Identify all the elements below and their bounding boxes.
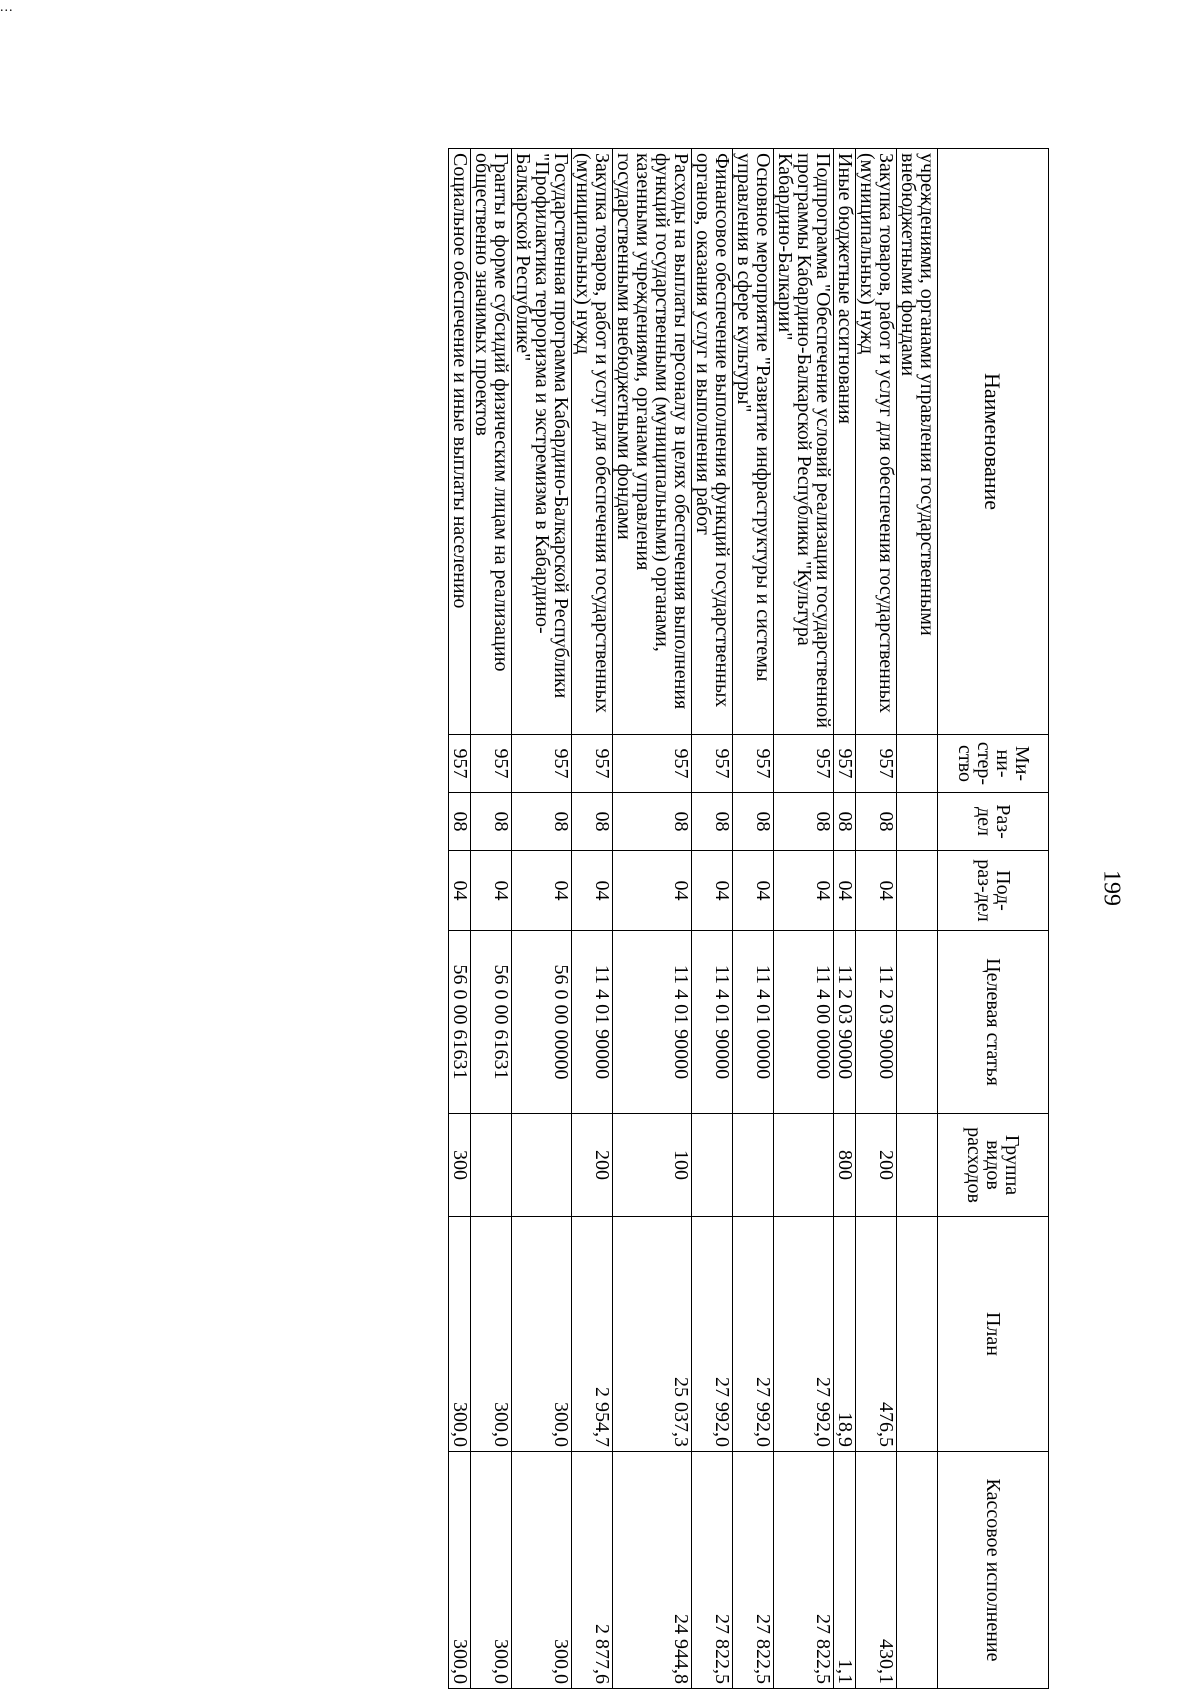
cell-section: 08 [834, 793, 856, 851]
cell-subsection: 04 [733, 851, 774, 931]
cell-plan: 25 037,3 [613, 1217, 692, 1452]
table-body [449, 149, 938, 1689]
table-row [856, 149, 897, 1689]
cell-subsection [897, 851, 938, 931]
cell-name: Закупка товаров, работ и услуг для обеспечения государственных (муниципальных) нужд [572, 149, 613, 735]
cell-section: 08 [449, 793, 471, 851]
cell-ministry: 957 [692, 735, 733, 793]
cell-subsection: 04 [692, 851, 733, 931]
cell-section: 08 [572, 793, 613, 851]
cell-name: Подпрограмма "Обеспечение условий реализации государственной программы Кабардино-Балкарской Республики "Культура Кабардино-Балкарии" [774, 149, 834, 735]
cell-target-article: 11 2 03 90000 [834, 931, 856, 1114]
cell-ministry: 957 [449, 735, 471, 793]
cell-expense-group: 800 [834, 1114, 856, 1217]
cell-plan: 300,0 [512, 1217, 572, 1452]
cell-section: 08 [613, 793, 692, 851]
cell-ministry [897, 735, 938, 793]
cell-name: Иные бюджетные ассигнования [834, 149, 856, 735]
header-expense-group: Группа видов расходов [938, 1114, 1049, 1217]
cell-subsection: 04 [774, 851, 834, 931]
cell-expense-group [692, 1114, 733, 1217]
header-ministry: Ми-ни-стер-ство [938, 735, 1049, 793]
cell-cash-execution: 27 822,5 [692, 1452, 733, 1689]
cell-expense-group: 300 [449, 1114, 471, 1217]
cell-target-article: 56 0 00 00000 [512, 931, 572, 1114]
cell-plan: 27 992,0 [733, 1217, 774, 1452]
cell-cash-execution: 300,0 [512, 1452, 572, 1689]
cell-section: 08 [692, 793, 733, 851]
cell-name: учреждениями, органами управления государственными внебюджетными фондами [897, 149, 938, 735]
cell-section: 08 [512, 793, 572, 851]
cell-section: 08 [856, 793, 897, 851]
cell-section: 08 [774, 793, 834, 851]
scan-corner-mark: ... [0, 0, 14, 15]
cell-target-article: 11 4 01 90000 [572, 931, 613, 1114]
cell-target-article: 11 2 03 90000 [856, 931, 897, 1114]
budget-table [448, 148, 1049, 1689]
cell-target-article: 11 4 01 00000 [733, 931, 774, 1114]
cell-plan: 2 954,7 [572, 1217, 613, 1452]
cell-subsection: 04 [512, 851, 572, 931]
table-row [834, 149, 856, 1689]
cell-cash-execution: 2 877,6 [572, 1452, 613, 1689]
table-row [897, 149, 938, 1689]
cell-name: Расходы на выплаты персоналу в целях обеспечения выполнения функций государственными (муниципальными) органами, казенными учреждениями, органами управления государственными внебюджетными фондами [613, 149, 692, 735]
cell-ministry: 957 [834, 735, 856, 793]
cell-section [897, 793, 938, 851]
cell-cash-execution: 1,1 [834, 1452, 856, 1689]
cell-target-article: 56 0 00 61631 [449, 931, 471, 1114]
header-cash-execution: Кассовое исполнение [938, 1452, 1049, 1689]
cell-expense-group [733, 1114, 774, 1217]
table-row [613, 149, 692, 1689]
cell-plan [897, 1217, 938, 1452]
header-subsection: Под-раз-дел [938, 851, 1049, 931]
cell-expense-group [897, 1114, 938, 1217]
cell-ministry: 957 [733, 735, 774, 793]
cell-cash-execution: 300,0 [449, 1452, 471, 1689]
cell-target-article: 56 0 00 61631 [471, 931, 512, 1114]
cell-subsection: 04 [449, 851, 471, 931]
cell-expense-group: 100 [613, 1114, 692, 1217]
header-plan: План [938, 1217, 1049, 1452]
cell-expense-group: 200 [856, 1114, 897, 1217]
cell-expense-group [471, 1114, 512, 1217]
cell-cash-execution: 300,0 [471, 1452, 512, 1689]
cell-expense-group [774, 1114, 834, 1217]
cell-expense-group: 200 [572, 1114, 613, 1217]
table-row [449, 149, 471, 1689]
table-row [733, 149, 774, 1689]
table-row [471, 149, 512, 1689]
cell-expense-group [512, 1114, 572, 1217]
table-row [692, 149, 733, 1689]
table-row [512, 149, 572, 1689]
cell-cash-execution: 27 822,5 [733, 1452, 774, 1689]
cell-plan: 27 992,0 [774, 1217, 834, 1452]
cell-target-article [897, 931, 938, 1114]
cell-cash-execution [897, 1452, 938, 1689]
cell-subsection: 04 [613, 851, 692, 931]
cell-ministry: 957 [512, 735, 572, 793]
cell-subsection: 04 [834, 851, 856, 931]
table-row [572, 149, 613, 1689]
rotated-table-container [139, 148, 1049, 1688]
cell-plan: 18,9 [834, 1217, 856, 1452]
cell-target-article: 11 4 01 90000 [692, 931, 733, 1114]
cell-subsection: 04 [572, 851, 613, 931]
cell-plan: 300,0 [449, 1217, 471, 1452]
header-target-article: Целевая статья [938, 931, 1049, 1114]
header-section: Раз-дел [938, 793, 1049, 851]
cell-name: Закупка товаров, работ и услуг для обеспечения государственных (муниципальных) нужд [856, 149, 897, 735]
cell-name: Основное мероприятие "Развитие инфраструктуры и системы управления в сфере культуры" [733, 149, 774, 735]
cell-ministry: 957 [856, 735, 897, 793]
cell-name: Гранты в форме субсидий физическим лицам на реализацию общественно значимых проектов [471, 149, 512, 735]
table-header-row [938, 149, 1049, 1689]
cell-subsection: 04 [471, 851, 512, 931]
cell-name: Государственная программа Кабардино-Балкарской Республики "Профилактика терроризма и экстремизма в Кабардино-Балкарской Республике" [512, 149, 572, 735]
cell-cash-execution: 430,1 [856, 1452, 897, 1689]
cell-target-article: 11 4 01 90000 [613, 931, 692, 1114]
cell-ministry: 957 [572, 735, 613, 793]
cell-plan: 476,5 [856, 1217, 897, 1452]
table-row [774, 149, 834, 1689]
cell-name: Финансовое обеспечение выполнения функций государственных органов, оказания услуг и выполнения работ [692, 149, 733, 735]
cell-ministry: 957 [613, 735, 692, 793]
cell-target-article: 11 4 00 00000 [774, 931, 834, 1114]
cell-section: 08 [471, 793, 512, 851]
cell-cash-execution: 24 944,8 [613, 1452, 692, 1689]
cell-plan: 27 992,0 [692, 1217, 733, 1452]
page-number: 199 [1098, 870, 1125, 906]
cell-plan: 300,0 [471, 1217, 512, 1452]
cell-name: Социальное обеспечение и иные выплаты населению [449, 149, 471, 735]
cell-section: 08 [733, 793, 774, 851]
header-name: Наименование [938, 149, 1049, 735]
cell-cash-execution: 27 822,5 [774, 1452, 834, 1689]
cell-ministry: 957 [471, 735, 512, 793]
cell-subsection: 04 [856, 851, 897, 931]
cell-ministry: 957 [774, 735, 834, 793]
